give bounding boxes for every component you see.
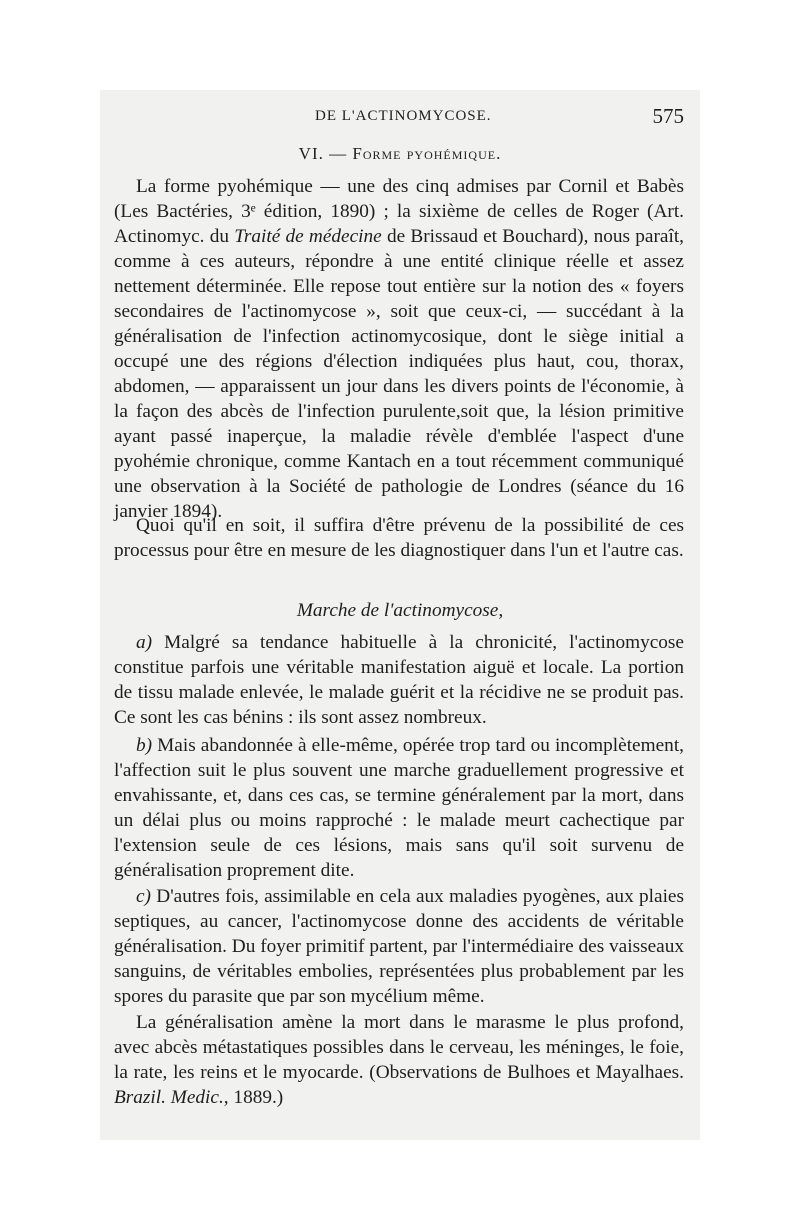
book-page — [100, 90, 700, 1140]
list-marker: a) — [136, 632, 153, 653]
page-header — [100, 102, 700, 132]
subheading-marche: Marche de l'actinomycose, — [296, 600, 504, 621]
running-head: DE L'ACTINOMYCOSE. — [315, 108, 492, 124]
paragraph-text: La généralisation amène la mort dans le marasme le plus profond, avec abcès métastatiques possibles dans le cerveau, les méninges, le foie, la rate, les reins et le myocarde. (Observations de Bulhoes et Mayalhaes. — [114, 1012, 684, 1083]
paragraph-text: D'autres fois, assimilable en cela aux maladies pyogènes, aux plaies septiques, au cancer, l'actinomycose donne des accidents de véritable généralisation. Du foyer primitif partent, par l'intermédiaire des vaisseaux sanguins, de véritables embolies, représentées plus probablement par les spores du parasite que par son mycélium même. — [114, 886, 684, 1007]
section-title: VI. — Forme pyohémique. — [298, 144, 502, 163]
italic-citation: Brazil. Medic. — [114, 1087, 224, 1108]
list-marker: c) — [136, 886, 151, 907]
italic-title: Traité de médecine — [234, 226, 382, 247]
paragraph-forme-pyohemique — [114, 174, 684, 524]
paragraph-a — [114, 630, 684, 730]
list-marker: b) — [136, 735, 153, 756]
paragraph-text: La forme pyohémique — une des cinq admises par Cornil et Babès (Les Bactéries, 3ᵉ édition, 1890) ; la sixième de celles de Roger (Art. Actinomyc. du — [114, 176, 684, 247]
paragraph-text: Malgré sa tendance habituelle à la chronicité, l'actinomycose constitue parfois une véritable manifestation aiguë et locale. La portion de tissu malade enlevée, le malade guérit et la récidive ne se produit pas. Ce sont les cas bénins : ils sont assez nombreux. — [114, 632, 684, 728]
page-number: 575 — [652, 104, 684, 128]
paragraph-c — [114, 884, 684, 1009]
paragraph-text: de Brissaud et Bouchard), nous paraît, comme à ces auteurs, répondre à une entité clinique réelle et assez nettement déterminée. Elle repose tout entière sur la notion des « foyers secondaires de l'actinomycose », soit que ceux-ci, — succédant à la généralisation de l'infection actinomycosique, dont le siège initial a occupé une des régions d'élection indiquées plus haut, cou, thorax, abdomen, — apparaissent un jour dans les divers points de l'économie, à la façon des abcès de l'infection purulente,soit que, la lésion primitive ayant passé inaperçue, la maladie révèle d'emblée l'aspect d'une pyohémie chronique, comme Kantach en a tout récemment communiqué une observation à la Société de pathologie de Londres (séance du 16 janvier 1894). — [114, 226, 684, 522]
paragraph-generalisation — [114, 1010, 684, 1110]
paragraph-text: Mais abandonnée à elle-même, opérée trop tard ou incomplètement, l'affection suit le plus souvent une marche graduellement progressive et envahissante, et, dans ces cas, se termine généralement par la mort, dans un délai plus ou moins rapproché : le malade meurt cachectique par l'extension seule de ces lésions, mais sans qu'il soit survenu de généralisation proprement dite. — [114, 735, 684, 881]
paragraph-b — [114, 733, 684, 883]
paragraph-quoi-qu-il-en-soit: Quoi qu'il en soit, il suffira d'être prévenu de la possibilité de ces processus pour être en mesure de les diagnostiquer dans l'un et l'autre cas. — [114, 515, 684, 561]
paragraph-text: , 1889.) — [223, 1087, 284, 1108]
